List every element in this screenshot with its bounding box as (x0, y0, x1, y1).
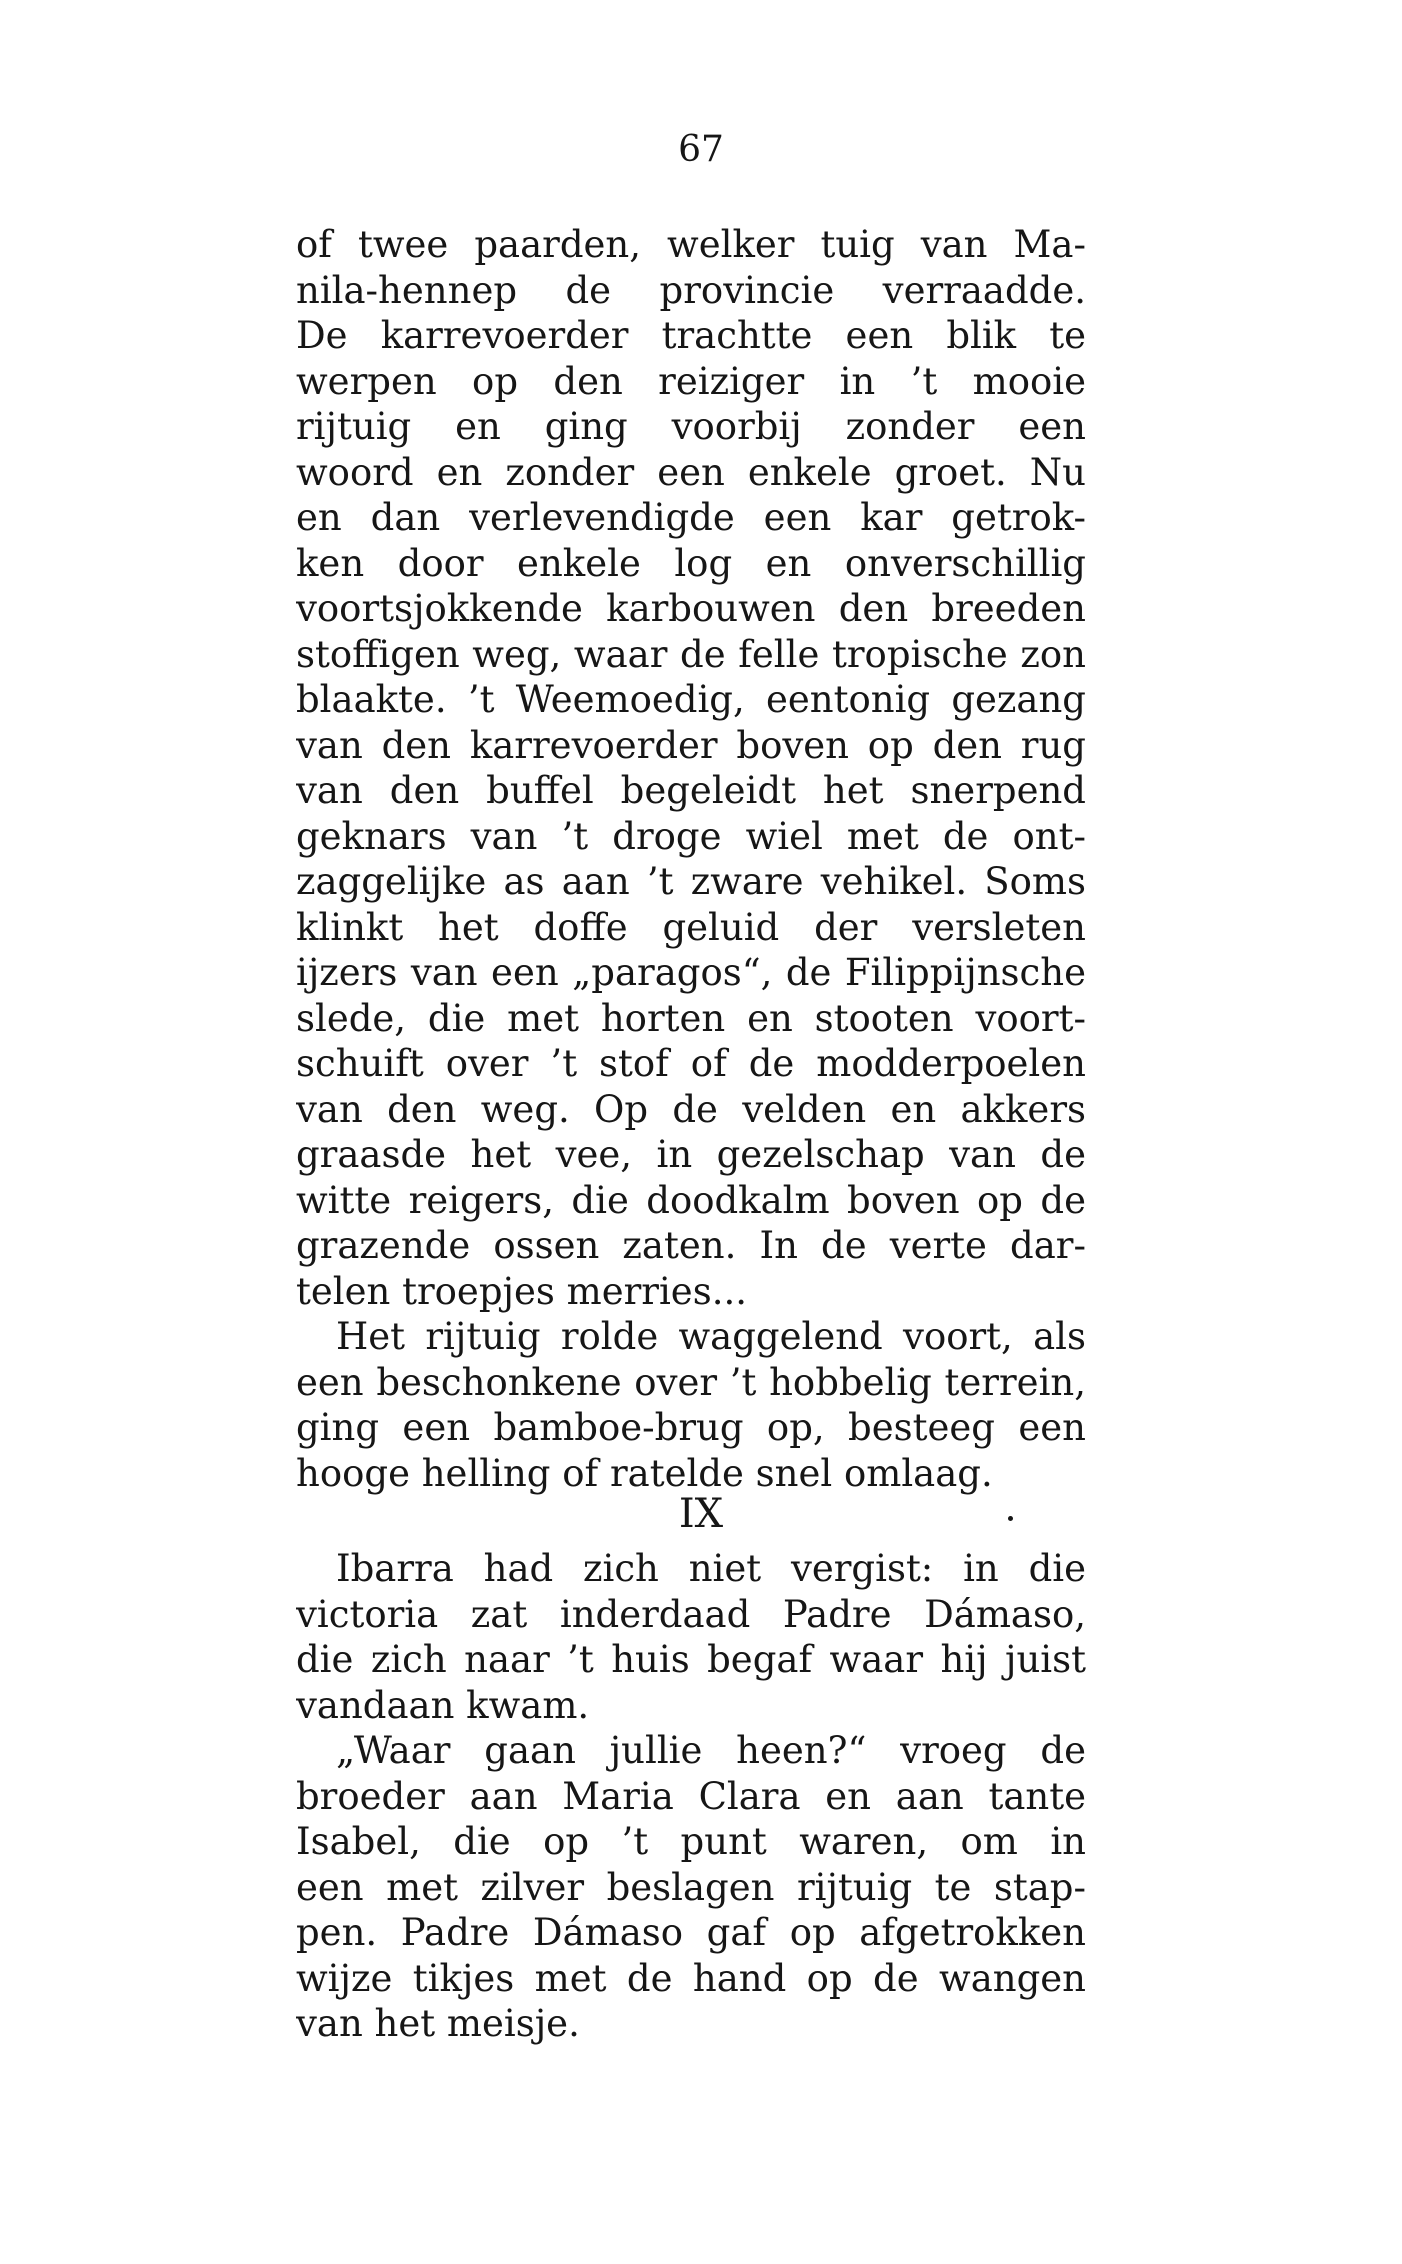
text-line: een met zilver beslagen rijtuig te stap- (296, 1865, 1086, 1909)
text-line: stoffigen weg, waar de felle tropische zon (296, 632, 1086, 676)
text-line: pen. Padre Dámaso gaf op afgetrokken (296, 1911, 1086, 1954)
text-block-after-chapter (296, 1546, 1086, 2047)
text-line: ging een bamboe-brug op, besteeg een (296, 1406, 1086, 1449)
text-line: geknars van ’t droge wiel met de ont- (296, 814, 1086, 858)
text-line: nila-hennep de provincie verraadde. (296, 268, 1086, 312)
text-line: wijze tikjes met de hand op de wangen (296, 1956, 1086, 2000)
text-line: telen troepjes merries... (296, 1269, 747, 1313)
text-line: Het rijtuig rolde waggelend voort, als (336, 1315, 1086, 1358)
text-line: die zich naar ’t huis begaf waar hij juist (296, 1638, 1086, 1681)
text-line: „Waar gaan jullie heen?“ vroeg de (336, 1729, 1086, 1772)
text-line: De karrevoerder trachtte een blik te (296, 314, 1086, 357)
text-line: vandaan kwam. (296, 1683, 590, 1727)
text-line: werpen op den reiziger in ’t mooie (296, 359, 1086, 403)
text-line: van den weg. Op de velden en akkers (296, 1087, 1086, 1131)
text-line: victoria zat inderdaad Padre Dámaso, (296, 1592, 1086, 1636)
text-line: blaakte. ’t Weemoedig, eentonig gezang (296, 678, 1086, 721)
text-line: Ibarra had zich niet vergist: in die (336, 1547, 1086, 1590)
text-line: witte reigers, die doodkalm boven op de (296, 1178, 1086, 1222)
text-line: van den karrevoerder boven op den rug (296, 723, 1086, 767)
text-line: grazende ossen zaten. In de verte dar- (296, 1224, 1086, 1267)
text-line: schuift over ’t stof of de modderpoelen (296, 1042, 1086, 1085)
text-line: klinkt het doffe geluid der versleten (296, 905, 1086, 949)
text-line: broeder aan Maria Clara en aan tante (296, 1774, 1086, 1818)
text-line: rijtuig en ging voorbij zonder een (296, 405, 1086, 448)
text-line: of twee paarden, welker tuig van Ma- (296, 223, 1086, 266)
print-speck (1008, 1516, 1013, 1521)
text-block-before-chapter (296, 222, 1086, 1496)
chapter-heading: IX (678, 1491, 724, 1537)
text-line: en dan verlevendigde een kar getrok- (296, 496, 1086, 539)
text-line: voortsjokkende karbouwen den breeden (296, 587, 1086, 630)
text-line: van den buffel begeleidt het snerpend (296, 769, 1086, 812)
text-line: slede, die met horten en stooten voort- (296, 996, 1086, 1040)
text-line: graasde het vee, in gezelschap van de (296, 1133, 1086, 1176)
text-line: van het meisje. (296, 2002, 580, 2045)
text-line: een beschonkene over ’t hobbelig terrein, (296, 1360, 1086, 1404)
text-line: Isabel, die op ’t punt waren, om in (296, 1820, 1086, 1863)
text-line: woord en zonder een enkele groet. Nu (296, 450, 1086, 494)
text-line: zaggelijke as aan ’t zware vehikel. Soms (296, 860, 1086, 903)
text-line: ijzers van een „paragos“, de Filippijnsche (296, 951, 1086, 994)
text-line: ken door enkele log en onverschillig (296, 541, 1086, 585)
page-number: 67 (678, 129, 724, 170)
text-line: hooge helling of ratelde snel omlaag. (296, 1451, 993, 1495)
